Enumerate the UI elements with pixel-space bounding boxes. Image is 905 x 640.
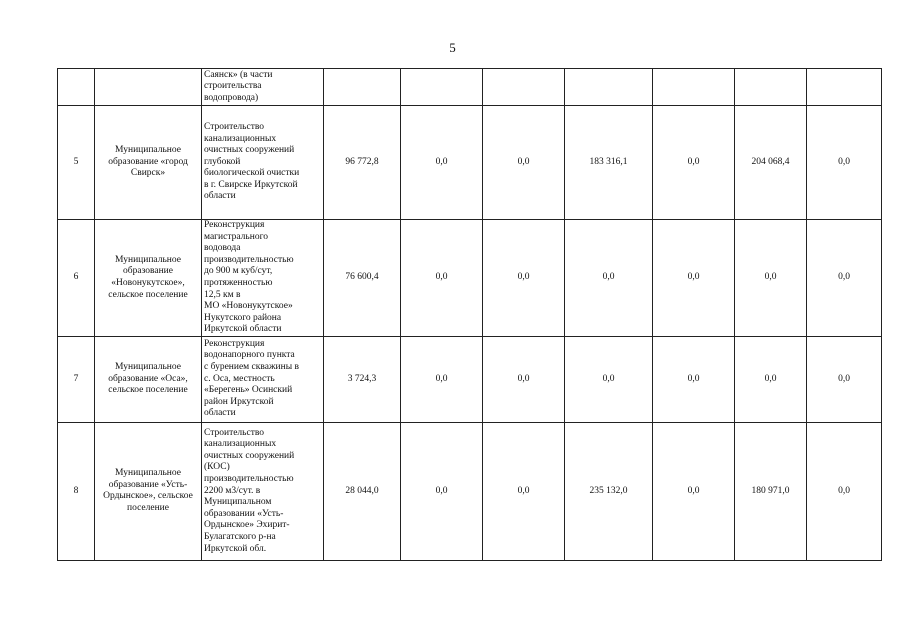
amount-cell: 0,0: [807, 336, 882, 422]
project-description-line: 12,5 км в: [204, 289, 241, 300]
project-description-line: Саянск» (в части: [204, 69, 273, 80]
project-description-line: Муниципальном: [204, 497, 272, 508]
project-description-cell: [202, 220, 324, 337]
table-row: [58, 106, 882, 220]
municipality-cell: Муниципальное образование «Усть-Ордынское», сельское поселение: [95, 422, 202, 560]
project-description-line: канализационных: [204, 133, 277, 144]
project-description-line: Нукутского района: [204, 312, 282, 323]
project-description-line: 2200 м3/сут. в: [204, 485, 261, 496]
project-description-line: глубокой: [204, 156, 241, 167]
project-description-cell: [202, 69, 324, 106]
amount-cell: 0,0: [565, 220, 653, 337]
municipality-cell: Муниципальное образование «Новонукутское», сельское поселение: [95, 220, 202, 337]
project-description-line: Строительство: [204, 121, 265, 132]
project-description-line: очистных сооружений: [204, 145, 295, 156]
amount-cell: [653, 69, 735, 106]
municipality-cell: [95, 69, 202, 106]
project-description-line: Реконструкция: [204, 220, 265, 230]
project-description-line: строительства: [204, 81, 262, 92]
amount-cell: 0,0: [483, 422, 565, 560]
project-description-line: с бурением скважины в: [204, 362, 299, 373]
amount-cell: 0,0: [401, 336, 483, 422]
municipality-cell: Муниципальное образование «Оса», сельское поселение: [95, 336, 202, 422]
amount-cell: 0,0: [807, 106, 882, 220]
project-description-line: канализационных: [204, 439, 277, 450]
amount-cell: 0,0: [807, 220, 882, 337]
project-description-cell: [202, 422, 324, 560]
project-description-line: водонапорного пункта: [204, 350, 295, 361]
project-description-line: район Иркутской: [204, 396, 274, 407]
row-number: 5: [58, 106, 95, 220]
project-description-line: Булагатского р-на: [204, 532, 276, 543]
amount-cell: [807, 69, 882, 106]
amount-cell: 0,0: [401, 106, 483, 220]
project-description-line: водопровода): [204, 92, 259, 103]
project-description-line: магистрального: [204, 231, 268, 242]
amount-cell: 0,0: [735, 220, 807, 337]
page-number: 5: [449, 40, 456, 55]
amount-cell: 183 316,1: [565, 106, 653, 220]
project-description-line: в г. Свирске Иркутской: [204, 179, 298, 190]
municipality-cell: Муниципальное образование «город Свирск»: [95, 106, 202, 220]
project-description-line: очистных сооружений: [204, 450, 295, 461]
amount-cell: 0,0: [483, 106, 565, 220]
project-description-line: до 900 м куб/сут,: [204, 266, 273, 277]
amount-cell: 0,0: [401, 220, 483, 337]
amount-cell: [483, 69, 565, 106]
amount-cell: [401, 69, 483, 106]
amount-cell: 3 724,3: [324, 336, 401, 422]
amount-cell: 0,0: [483, 220, 565, 337]
project-description-line: области: [204, 408, 236, 419]
project-description-line: области: [204, 191, 236, 202]
table-row: [58, 220, 882, 337]
amount-cell: 96 772,8: [324, 106, 401, 220]
amount-cell: 0,0: [483, 336, 565, 422]
project-description-cell: [202, 336, 324, 422]
project-description-line: с. Оса, местность: [204, 373, 275, 384]
funding-table: [57, 68, 882, 561]
project-description-line: Ордынское» Эхирит-: [204, 520, 290, 531]
project-description-line: протяженностью: [204, 277, 273, 288]
project-description-line: образовании «Усть-: [204, 508, 284, 519]
project-description-line: Реконструкция: [204, 338, 265, 349]
amount-cell: 0,0: [401, 422, 483, 560]
amount-cell: [324, 69, 401, 106]
table-row: [58, 336, 882, 422]
table-body: [58, 69, 882, 561]
row-number: [58, 69, 95, 106]
project-description-line: биологической очистки: [204, 168, 300, 179]
project-description-line: (КОС): [204, 462, 230, 473]
project-description-line: производительностью: [204, 254, 294, 265]
amount-cell: 235 132,0: [565, 422, 653, 560]
amount-cell: 0,0: [735, 336, 807, 422]
row-number: 8: [58, 422, 95, 560]
project-description-line: Иркутской области: [204, 324, 282, 335]
project-description-line: Иркутской обл.: [204, 543, 267, 554]
amount-cell: 0,0: [807, 422, 882, 560]
project-description-line: Строительство: [204, 427, 265, 438]
project-description-line: МО «Новонукутское»: [204, 301, 293, 312]
amount-cell: 204 068,4: [735, 106, 807, 220]
amount-cell: 76 600,4: [324, 220, 401, 337]
project-description-cell: [202, 106, 324, 220]
amount-cell: 0,0: [653, 220, 735, 337]
project-description-line: производительностью: [204, 474, 294, 485]
table-row: [58, 422, 882, 560]
project-description-line: «Берегень» Осинский: [204, 385, 293, 396]
amount-cell: 180 971,0: [735, 422, 807, 560]
amount-cell: [735, 69, 807, 106]
amount-cell: 0,0: [653, 422, 735, 560]
row-number: 6: [58, 220, 95, 337]
amount-cell: 28 044,0: [324, 422, 401, 560]
table-row: [58, 69, 882, 106]
amount-cell: 0,0: [565, 336, 653, 422]
amount-cell: [565, 69, 653, 106]
project-description-line: водовода: [204, 243, 241, 254]
row-number: 7: [58, 336, 95, 422]
amount-cell: 0,0: [653, 336, 735, 422]
amount-cell: 0,0: [653, 106, 735, 220]
